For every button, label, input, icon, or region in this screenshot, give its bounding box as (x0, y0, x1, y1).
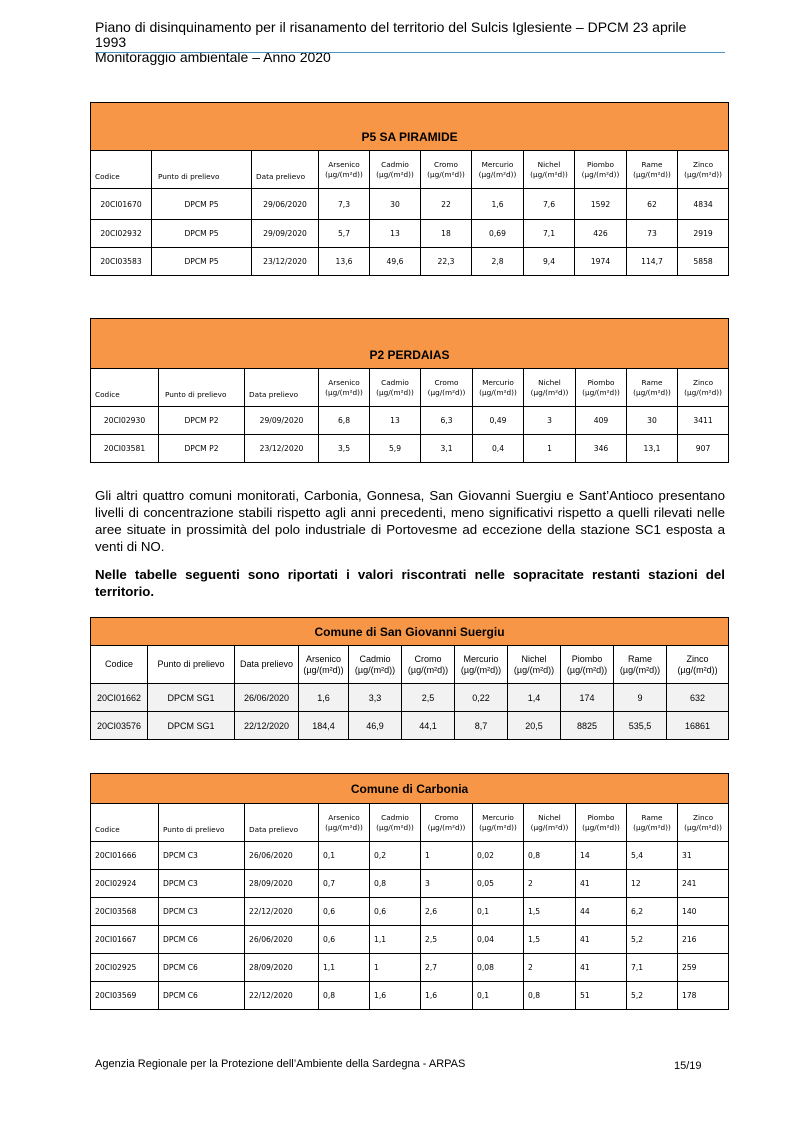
metal-name: Cromo (434, 377, 459, 387)
unit-label: (µg/(m²d)) (684, 387, 722, 397)
table-cell: 3411 (678, 407, 729, 435)
table-row (91, 898, 729, 926)
column-header-zinco (678, 369, 729, 407)
metal-name: Zinco (692, 812, 714, 822)
unit-label: (µg/(m²d)) (427, 169, 465, 179)
column-header-cromo (421, 151, 472, 189)
table-cell: 5,4 (627, 842, 678, 870)
table-cell: 16861 (667, 712, 729, 740)
column-header-cadmio (370, 804, 421, 842)
metal-name: Arsenico (328, 159, 360, 169)
table-cell: 2919 (678, 220, 729, 248)
table-cell: 6,3 (421, 407, 473, 435)
column-header-punto-prelievo: Punto di prelievo (159, 369, 245, 407)
table-cell: 409 (576, 407, 627, 435)
table-cell: 29/06/2020 (252, 189, 319, 220)
table-title: Comune di San Giovanni Suergiu (91, 618, 729, 646)
table-cell: 1,6 (421, 982, 473, 1010)
table-row (91, 842, 729, 870)
unit-label: (µg/(m²d)) (325, 387, 363, 397)
unit-label: (µg/(m²d)) (582, 387, 620, 397)
table-cell: 22/12/2020 (245, 982, 319, 1010)
table-cell: DPCM P2 (159, 435, 245, 463)
column-header-piombo (576, 804, 627, 842)
table-row (91, 684, 729, 712)
unit-label: (µg/(m²d)) (354, 664, 396, 675)
table-cell: 3,1 (421, 435, 473, 463)
metal-name: Rame (641, 812, 663, 822)
metal-name: Zinco (686, 653, 709, 664)
table-cell: 20CI01662 (91, 684, 148, 712)
footer-agency: Agenzia Regionale per la Protezione dell’Ambiente della Sardegna - ARPAS (95, 1058, 466, 1070)
table-cell: DPCM SG1 (148, 712, 235, 740)
metal-name: Rame (627, 653, 652, 664)
table-cell: DPCM SG1 (148, 684, 235, 712)
table-cell: 0,08 (473, 954, 524, 982)
table-cell: 26/06/2020 (245, 926, 319, 954)
table-cell: 20CI02932 (91, 220, 152, 248)
table-row (91, 712, 729, 740)
column-header-arsenico (299, 646, 349, 684)
table-cell: 30 (627, 407, 678, 435)
metal-name: Piombo (587, 377, 615, 387)
table-cell: 20CI01667 (91, 926, 159, 954)
metal-name: Nichel (521, 653, 547, 664)
unit-label: (µg/(m²d)) (633, 169, 671, 179)
metal-name: Cadmio (381, 159, 409, 169)
table-cell: 7,3 (319, 189, 370, 220)
column-header-nichel (524, 151, 575, 189)
metal-name: Piombo (571, 653, 603, 664)
metal-name: Cromo (434, 159, 458, 169)
table-cell: 30 (370, 189, 421, 220)
table-cell: 26/06/2020 (245, 842, 319, 870)
table-cell: 20CI01670 (91, 189, 152, 220)
metal-name: Arsenico (328, 812, 360, 822)
body-paragraph-bold: Nelle tabelle seguenti sono riportati i valori riscontrati nelle sopracitate restanti stazioni del territorio. (95, 567, 725, 599)
table-cell: 13,1 (627, 435, 678, 463)
table-row (91, 982, 729, 1010)
table-row (91, 220, 729, 248)
table-cell: 0,8 (524, 842, 576, 870)
unit-label: (µg/(m²d)) (619, 664, 661, 675)
table-row (91, 954, 729, 982)
column-header-rame (614, 646, 667, 684)
table-cell: 535,5 (614, 712, 667, 740)
table-cell: 0,8 (370, 870, 421, 898)
unit-label: (µg/(m²d)) (479, 387, 517, 397)
column-header-cadmio (349, 646, 402, 684)
page-number: 15/19 (674, 1060, 702, 1072)
table-cell: 9,4 (524, 248, 575, 276)
table-cell: DPCM P5 (152, 248, 252, 276)
table-cell: 5858 (678, 248, 729, 276)
metal-name: Piombo (587, 159, 614, 169)
table-title: P5 SA PIRAMIDE (91, 103, 729, 151)
metal-name: Cadmio (381, 377, 409, 387)
column-header-cromo (421, 369, 473, 407)
table-cell: 1,1 (370, 926, 421, 954)
column-header-data-prelievo: Data prelievo (235, 646, 299, 684)
table-cell: 20CI02924 (91, 870, 159, 898)
metal-name: Mercurio (482, 377, 514, 387)
column-header-zinco (667, 646, 729, 684)
column-header-nichel (524, 804, 576, 842)
table-cell: 41 (576, 954, 627, 982)
table-cell: 20CI03576 (91, 712, 148, 740)
table-title: P2 PERDAIAS (91, 319, 729, 369)
table-cell: 114,7 (627, 248, 678, 276)
column-header-zinco (678, 804, 729, 842)
table-cell: 20CI02930 (91, 407, 159, 435)
table-cell: 5,9 (370, 435, 421, 463)
column-header-cromo (421, 804, 473, 842)
table-cell: 26/06/2020 (235, 684, 299, 712)
table-cell: 1,1 (319, 954, 370, 982)
table-cell: 13,6 (319, 248, 370, 276)
metal-name: Nichel (538, 812, 561, 822)
table-cell: 0,2 (370, 842, 421, 870)
table-row (91, 435, 729, 463)
unit-label: (µg/(m²d)) (376, 387, 414, 397)
table-cell: 20CI01666 (91, 842, 159, 870)
table-cell: 23/12/2020 (245, 435, 319, 463)
table-cell: 0,6 (319, 898, 370, 926)
table-cell: 62 (627, 189, 678, 220)
table-cell: 7,1 (524, 220, 575, 248)
column-header-punto-prelievo: Punto di prelievo (152, 151, 252, 189)
metal-name: Nichel (538, 377, 561, 387)
table-cell: DPCM P5 (152, 189, 252, 220)
table-cell: 23/12/2020 (252, 248, 319, 276)
column-header-data-prelievo: Data prelievo (245, 804, 319, 842)
unit-label: (µg/(m²d)) (581, 169, 620, 179)
column-header-mercurio (473, 369, 524, 407)
table-cell: 6,2 (627, 898, 678, 926)
metal-name: Arsenico (328, 377, 360, 387)
column-header-rame (627, 804, 678, 842)
table-cell: 7,1 (627, 954, 678, 982)
table-cell: DPCM C3 (159, 870, 245, 898)
table-cell: DPCM P5 (152, 220, 252, 248)
column-header-piombo (575, 151, 627, 189)
unit-label: (µg/(m²d)) (376, 169, 414, 179)
unit-label: (µg/(m²d)) (566, 664, 608, 675)
table-cell: 20CI02925 (91, 954, 159, 982)
table-cell: 20CI03581 (91, 435, 159, 463)
table-cell: 0,02 (473, 842, 524, 870)
column-header-punto-prelievo: Punto di prelievo (159, 804, 245, 842)
table-cell: 241 (678, 870, 729, 898)
metal-name: Rame (641, 159, 663, 169)
column-header-codice: Codice (91, 151, 152, 189)
table-cell: 1,4 (508, 684, 561, 712)
table-cell: 184,4 (299, 712, 349, 740)
metal-name: Piombo (587, 812, 615, 822)
table-cell: 1,5 (524, 926, 576, 954)
table-carbonia (90, 773, 729, 1010)
metal-name: Mercurio (482, 812, 514, 822)
table-cell: 14 (576, 842, 627, 870)
header-subtitle: Monitoraggio ambientale – Anno 2020 (95, 49, 331, 65)
table-cell: 18 (421, 220, 472, 248)
table-row (91, 407, 729, 435)
table-cell: 28/09/2020 (245, 870, 319, 898)
unit-label: (µg/(m²d)) (376, 822, 414, 832)
column-header-mercurio (455, 646, 508, 684)
table-cell: 5,7 (319, 220, 370, 248)
column-header-codice: Codice (91, 804, 159, 842)
table-cell: 4834 (678, 189, 729, 220)
metal-name: Nichel (537, 159, 561, 169)
unit-label: (µg/(m²d)) (530, 387, 569, 397)
table-cell: 1,6 (299, 684, 349, 712)
metal-name: Mercurio (463, 653, 499, 664)
table-cell: 29/09/2020 (252, 220, 319, 248)
unit-label: (µg/(m²d)) (478, 169, 517, 179)
table-cell: 3,3 (349, 684, 402, 712)
table-row (91, 248, 729, 276)
column-header-arsenico (319, 804, 370, 842)
table-cell: DPCM C3 (159, 842, 245, 870)
table-cell: 13 (370, 220, 421, 248)
table-cell: 41 (576, 870, 627, 898)
table-cell: 2,5 (421, 926, 473, 954)
unit-label: (µg/(m²d)) (407, 664, 449, 675)
table-cell: 2,7 (421, 954, 473, 982)
table-cell: 22/12/2020 (245, 898, 319, 926)
table-cell: 0,49 (473, 407, 524, 435)
table-cell: 1 (524, 435, 576, 463)
column-header-data-prelievo: Data prelievo (245, 369, 319, 407)
table-row (91, 870, 729, 898)
table-cell: 22 (421, 189, 472, 220)
column-header-data-prelievo: Data prelievo (252, 151, 319, 189)
table-cell: 6,8 (319, 407, 370, 435)
table-title: Comune di Carbonia (91, 774, 729, 804)
column-header-nichel (508, 646, 561, 684)
table-cell: 259 (678, 954, 729, 982)
column-header-rame (627, 151, 678, 189)
table-cell: 0,8 (319, 982, 370, 1010)
metal-name: Rame (641, 377, 663, 387)
table-cell: 49,6 (370, 248, 421, 276)
table-cell: 5,2 (627, 982, 678, 1010)
metal-name: Zinco (693, 159, 714, 169)
table-cell: 0,05 (473, 870, 524, 898)
column-header-cromo (402, 646, 455, 684)
table-cell: 632 (667, 684, 729, 712)
table-cell: 41 (576, 926, 627, 954)
table-cell: 1 (370, 954, 421, 982)
unit-label: (µg/(m²d)) (633, 822, 671, 832)
table-cell: 1,6 (472, 189, 524, 220)
header-title: Piano di disinquinamento per il risanamento del territorio del Sulcis Iglesiente – DPCM 23 aprile 1993 (95, 19, 687, 50)
table-cell: 9 (614, 684, 667, 712)
column-header-punto-prelievo: Punto di prelievo (148, 646, 235, 684)
table-cell: 29/09/2020 (245, 407, 319, 435)
table-cell: 20CI03583 (91, 248, 152, 276)
unit-label: (µg/(m²d)) (427, 822, 466, 832)
table-cell: DPCM P2 (159, 407, 245, 435)
table-cell: 907 (678, 435, 729, 463)
table-cell: 0,6 (319, 926, 370, 954)
unit-label: (µg/(m²d)) (530, 169, 568, 179)
table-cell: 346 (576, 435, 627, 463)
table-cell: 2,5 (402, 684, 455, 712)
table-cell: 1,6 (370, 982, 421, 1010)
table-cell: DPCM C3 (159, 898, 245, 926)
table-cell: 0,4 (473, 435, 524, 463)
column-header-cadmio (370, 151, 421, 189)
table-cell: 20CI03568 (91, 898, 159, 926)
table-cell: 51 (576, 982, 627, 1010)
unit-label: (µg/(m²d)) (530, 822, 569, 832)
unit-label: (µg/(m²d)) (582, 822, 620, 832)
column-header-mercurio (472, 151, 524, 189)
table-cell: 1974 (575, 248, 627, 276)
table-cell: 0,1 (473, 982, 524, 1010)
table-cell: 2 (524, 870, 576, 898)
table-cell: DPCM C6 (159, 926, 245, 954)
table-cell: 0,8 (524, 982, 576, 1010)
column-header-codice: Codice (91, 646, 148, 684)
column-header-cadmio (370, 369, 421, 407)
table-cell: 28/09/2020 (245, 954, 319, 982)
table-cell: 5,2 (627, 926, 678, 954)
metal-name: Cadmio (359, 653, 391, 664)
table-p5-sa-piramide (90, 102, 729, 276)
column-header-piombo (576, 369, 627, 407)
table-cell: 174 (561, 684, 614, 712)
table-cell: 426 (575, 220, 627, 248)
table-cell: 140 (678, 898, 729, 926)
metal-name: Cadmio (381, 812, 409, 822)
column-header-arsenico (319, 369, 370, 407)
unit-label: (µg/(m²d)) (325, 822, 363, 832)
table-cell: 44 (576, 898, 627, 926)
table-row (91, 189, 729, 220)
table-cell: 2,8 (472, 248, 524, 276)
unit-label: (µg/(m²d)) (684, 169, 722, 179)
table-cell: 3,5 (319, 435, 370, 463)
metal-name: Cromo (414, 653, 442, 664)
column-header-codice: Codice (91, 369, 159, 407)
table-cell: 8825 (561, 712, 614, 740)
table-cell: 0,22 (455, 684, 508, 712)
table-cell: 0,6 (370, 898, 421, 926)
table-cell: DPCM C6 (159, 982, 245, 1010)
table-cell: 22,3 (421, 248, 472, 276)
table-cell: 3 (524, 407, 576, 435)
table-p2-perdaias (90, 318, 729, 463)
column-header-mercurio (473, 804, 524, 842)
table-cell: 20,5 (508, 712, 561, 740)
table-cell: 1592 (575, 189, 627, 220)
column-header-zinco (678, 151, 729, 189)
unit-label: (µg/(m²d)) (684, 822, 722, 832)
unit-label: (µg/(m²d)) (460, 664, 502, 675)
unit-label: (µg/(m²d)) (513, 664, 555, 675)
body-paragraph: Gli altri quattro comuni monitorati, Carbonia, Gonnesa, San Giovanni Suergiu e Sant’Antioco presentano livelli di concentrazione stabili rispetto agli anni precedenti, meno significativi rispetto a quelli rilevati nelle aree situate in prossimità del polo industriale di Portovesme ad eccezione della stazione SC1 esposta a venti di NO. (95, 488, 725, 554)
table-cell: 7,6 (524, 189, 575, 220)
table-cell: 0,1 (473, 898, 524, 926)
table-cell: 46,9 (349, 712, 402, 740)
page-header (95, 20, 715, 65)
table-cell: 178 (678, 982, 729, 1010)
column-header-piombo (561, 646, 614, 684)
table-cell: 3 (421, 870, 473, 898)
unit-label: (µg/(m²d)) (479, 822, 517, 832)
table-san-giovanni-suergiu (90, 617, 729, 740)
unit-label: (µg/(m²d)) (427, 387, 466, 397)
table-cell: DPCM C6 (159, 954, 245, 982)
table-cell: 0,04 (473, 926, 524, 954)
metal-name: Mercurio (481, 159, 514, 169)
table-cell: 13 (370, 407, 421, 435)
table-cell: 2 (524, 954, 576, 982)
unit-label: (µg/(m²d)) (303, 664, 344, 675)
header-divider (95, 52, 725, 53)
table-cell: 0,7 (319, 870, 370, 898)
metal-name: Zinco (692, 377, 714, 387)
table-cell: 1,5 (524, 898, 576, 926)
metal-name: Arsenico (305, 653, 341, 664)
table-cell: 2,6 (421, 898, 473, 926)
column-header-rame (627, 369, 678, 407)
table-cell: 12 (627, 870, 678, 898)
table-cell: 1 (421, 842, 473, 870)
table-cell: 31 (678, 842, 729, 870)
metal-name: Cromo (434, 812, 459, 822)
table-cell: 0,69 (472, 220, 524, 248)
table-cell: 22/12/2020 (235, 712, 299, 740)
table-cell: 0,1 (319, 842, 370, 870)
column-header-arsenico (319, 151, 370, 189)
table-cell: 8,7 (455, 712, 508, 740)
table-row (91, 926, 729, 954)
unit-label: (µg/(m²d)) (633, 387, 671, 397)
column-header-nichel (524, 369, 576, 407)
table-cell: 20CI03569 (91, 982, 159, 1010)
table-cell: 73 (627, 220, 678, 248)
table-cell: 216 (678, 926, 729, 954)
table-cell: 44,1 (402, 712, 455, 740)
unit-label: (µg/(m²d)) (677, 664, 718, 675)
unit-label: (µg/(m²d)) (325, 169, 363, 179)
